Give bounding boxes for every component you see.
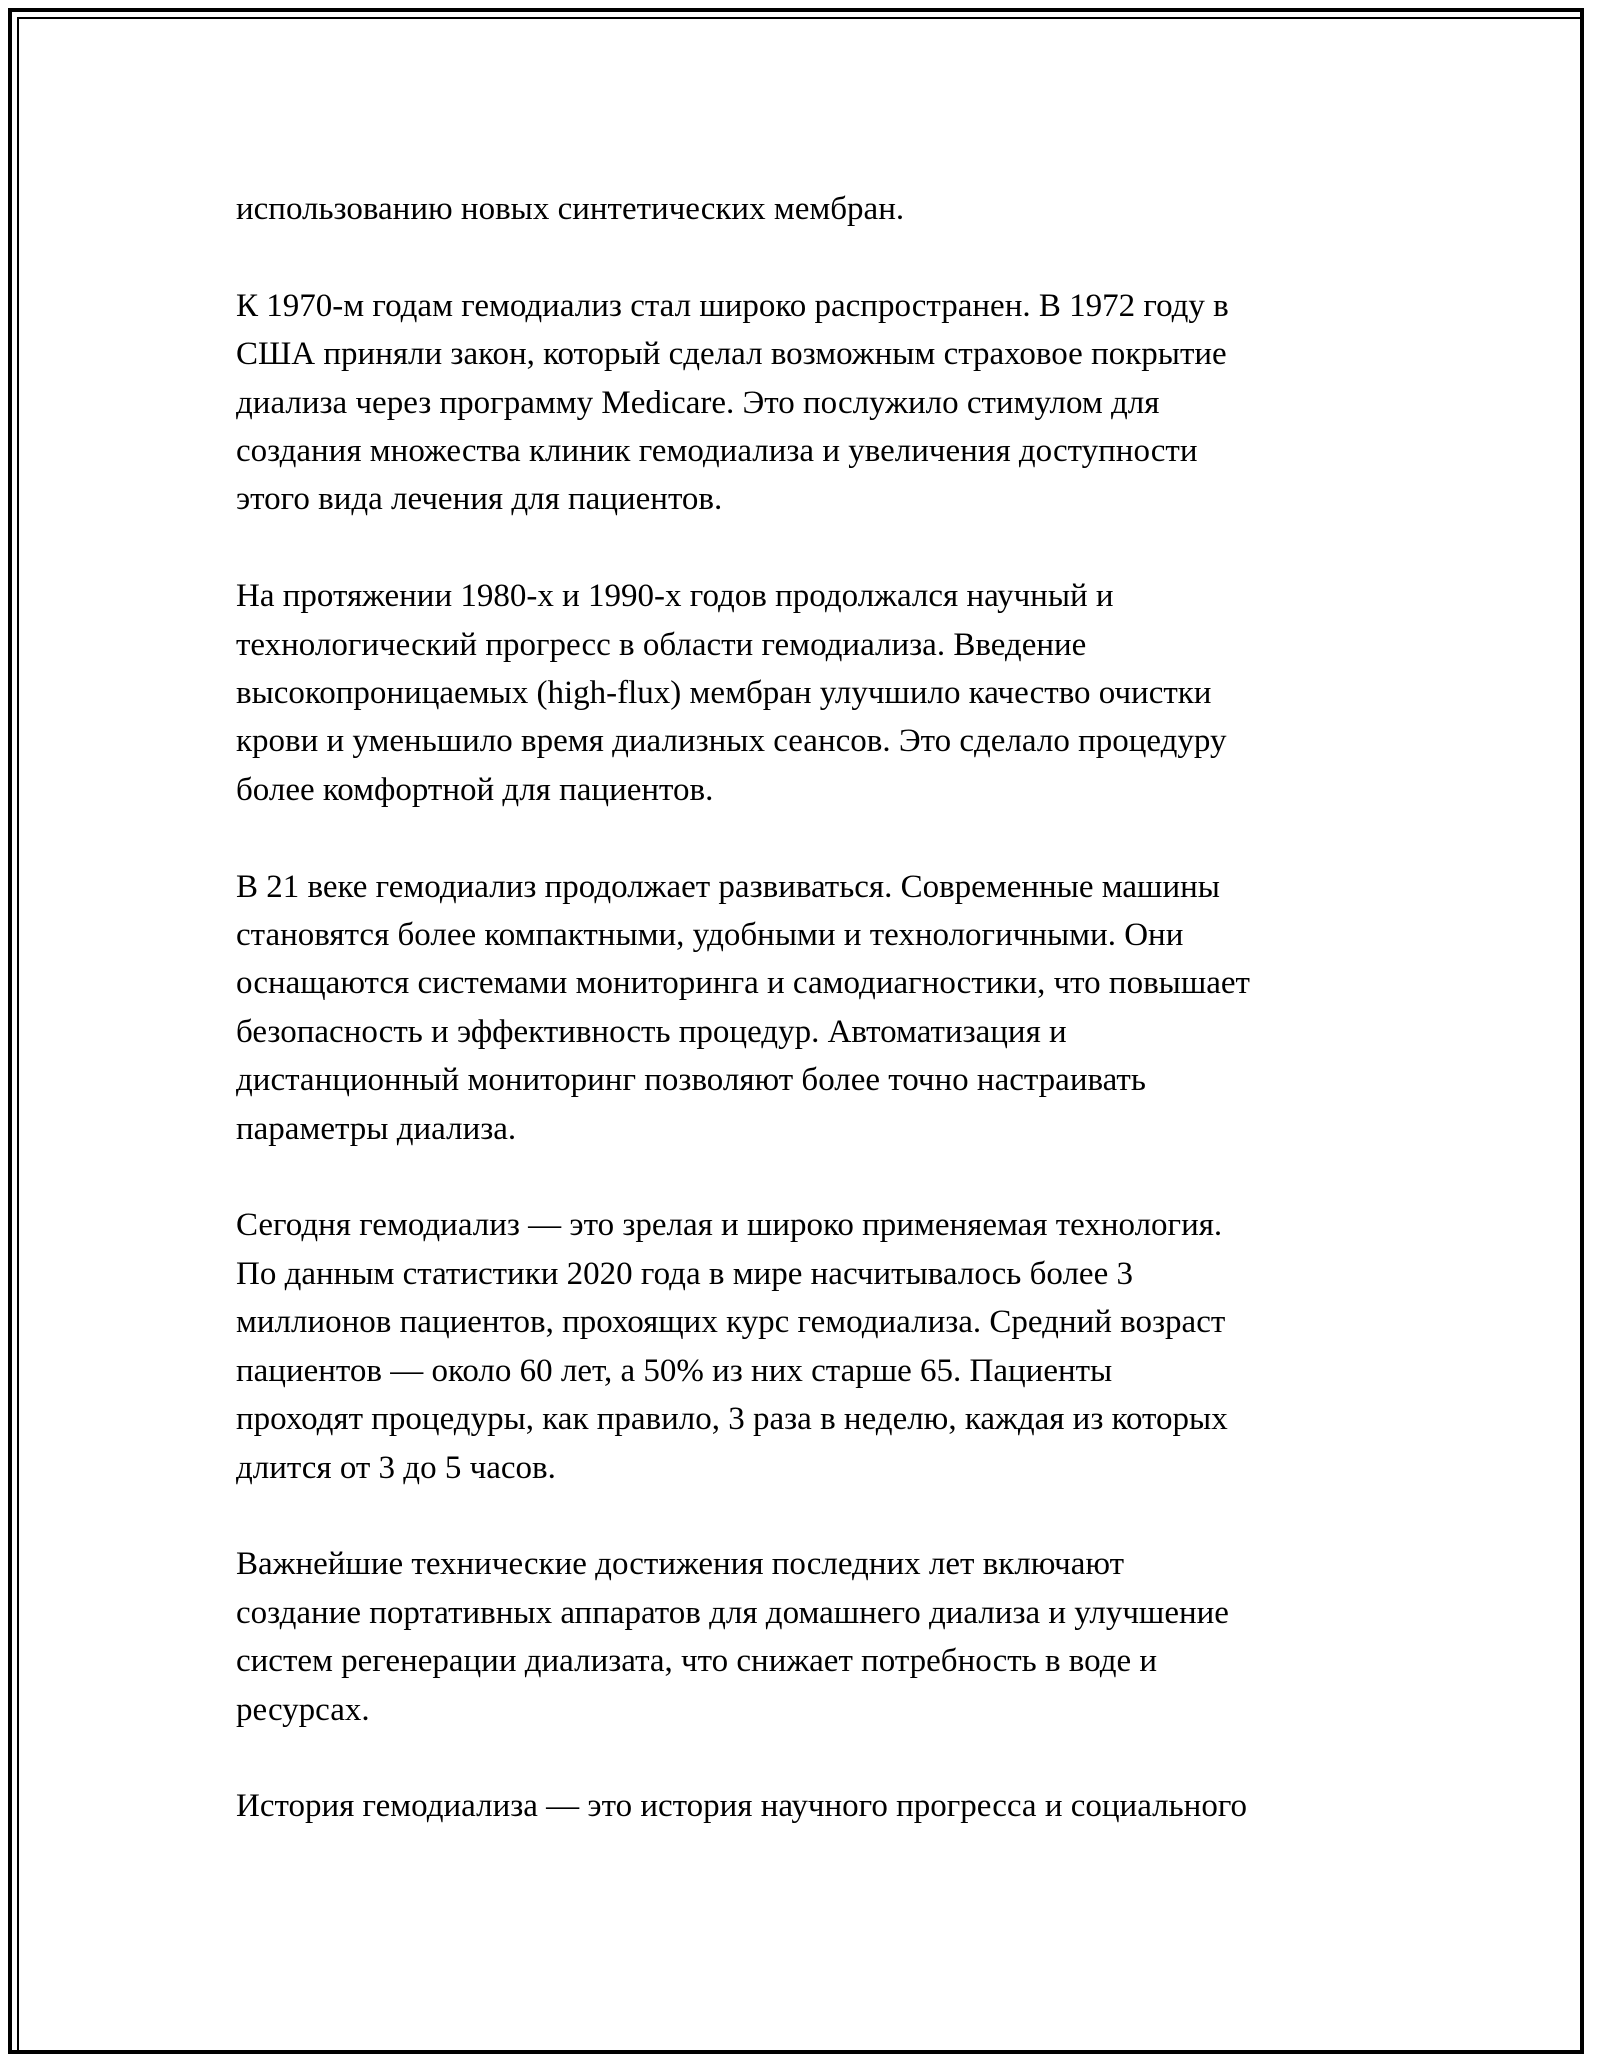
text-line: использованию новых синтетических мембран. (236, 191, 905, 227)
text-line: технологический прогресс в области гемодиализа. Введение (236, 626, 1087, 663)
text-line: проходят процедуры, как правило, 3 раза в неделю, каждая из которых (236, 1401, 1228, 1438)
text-line: более комфортной для пациентов. (236, 771, 714, 808)
text-line: Важнейшие технические достижения последних лет включают (236, 1546, 1125, 1583)
document-body (236, 185, 1416, 1879)
text-line: крови и уменьшило время диализных сеансов. Это сделало процедуру (236, 723, 1227, 760)
text-line: высокопроницаемых (high-flux) мембран улучшило качество очистки (236, 675, 1212, 712)
text-line: параметры диализа. (236, 1110, 517, 1147)
paragraph-1 (236, 185, 1416, 233)
text-line: История гемодиализа — это история научного прогресса и социального (236, 1788, 1248, 1825)
paragraph-4 (236, 863, 1416, 1153)
paragraph-2 (236, 282, 1416, 524)
text-line: ресурсах. (236, 1691, 370, 1728)
text-line: США приняли закон, который сделал возможным страховое покрытие (236, 336, 1227, 373)
text-line: Сегодня гемодиализ — это зрелая и широко применяемая технология. (236, 1207, 1223, 1244)
text-line: этого вида лечения для пациентов. (236, 481, 723, 518)
paragraph-3 (236, 572, 1416, 814)
text-line: создания множества клиник гемодиализа и увеличения доступности (236, 433, 1198, 470)
text-line: создание портативных аппаратов для домашнего диализа и улучшение (236, 1594, 1229, 1631)
text-line: безопасность и эффективность процедур. Автоматизация и (236, 1013, 1067, 1050)
paragraph-6 (236, 1540, 1416, 1734)
text-line: К 1970-м годам гемодиализ стал широко распространен. В 1972 году в (236, 287, 1229, 324)
text-line: пациентов — около 60 лет, а 50% из них старше 65. Пациенты (236, 1352, 1113, 1389)
text-line: становятся более компактными, удобными и технологичными. Они (236, 917, 1184, 954)
text-line: систем регенерации диализата, что снижает потребность в воде и (236, 1643, 1158, 1680)
text-line: В 21 веке гемодиализ продолжает развиваться. Современные машины (236, 868, 1220, 905)
text-line: По данным статистики 2020 года в мире насчитывалось более 3 (236, 1255, 1133, 1292)
text-line: диализа через программу Medicare. Это послужило стимулом для (236, 384, 1160, 421)
text-line: дистанционный мониторинг позволяют более точно настраивать (236, 1062, 1146, 1099)
text-line: оснащаются системами мониторинга и самодиагностики, что повышает (236, 965, 1250, 1002)
paragraph-7 (236, 1782, 1416, 1830)
text-line: миллионов пациентов, прохоящих курс гемодиализа. Средний возраст (236, 1304, 1226, 1341)
paragraph-5 (236, 1201, 1416, 1491)
text-line: длится от 3 до 5 часов. (236, 1449, 556, 1486)
text-line: На протяжении 1980-х и 1990-х годов продолжался научный и (236, 578, 1114, 615)
